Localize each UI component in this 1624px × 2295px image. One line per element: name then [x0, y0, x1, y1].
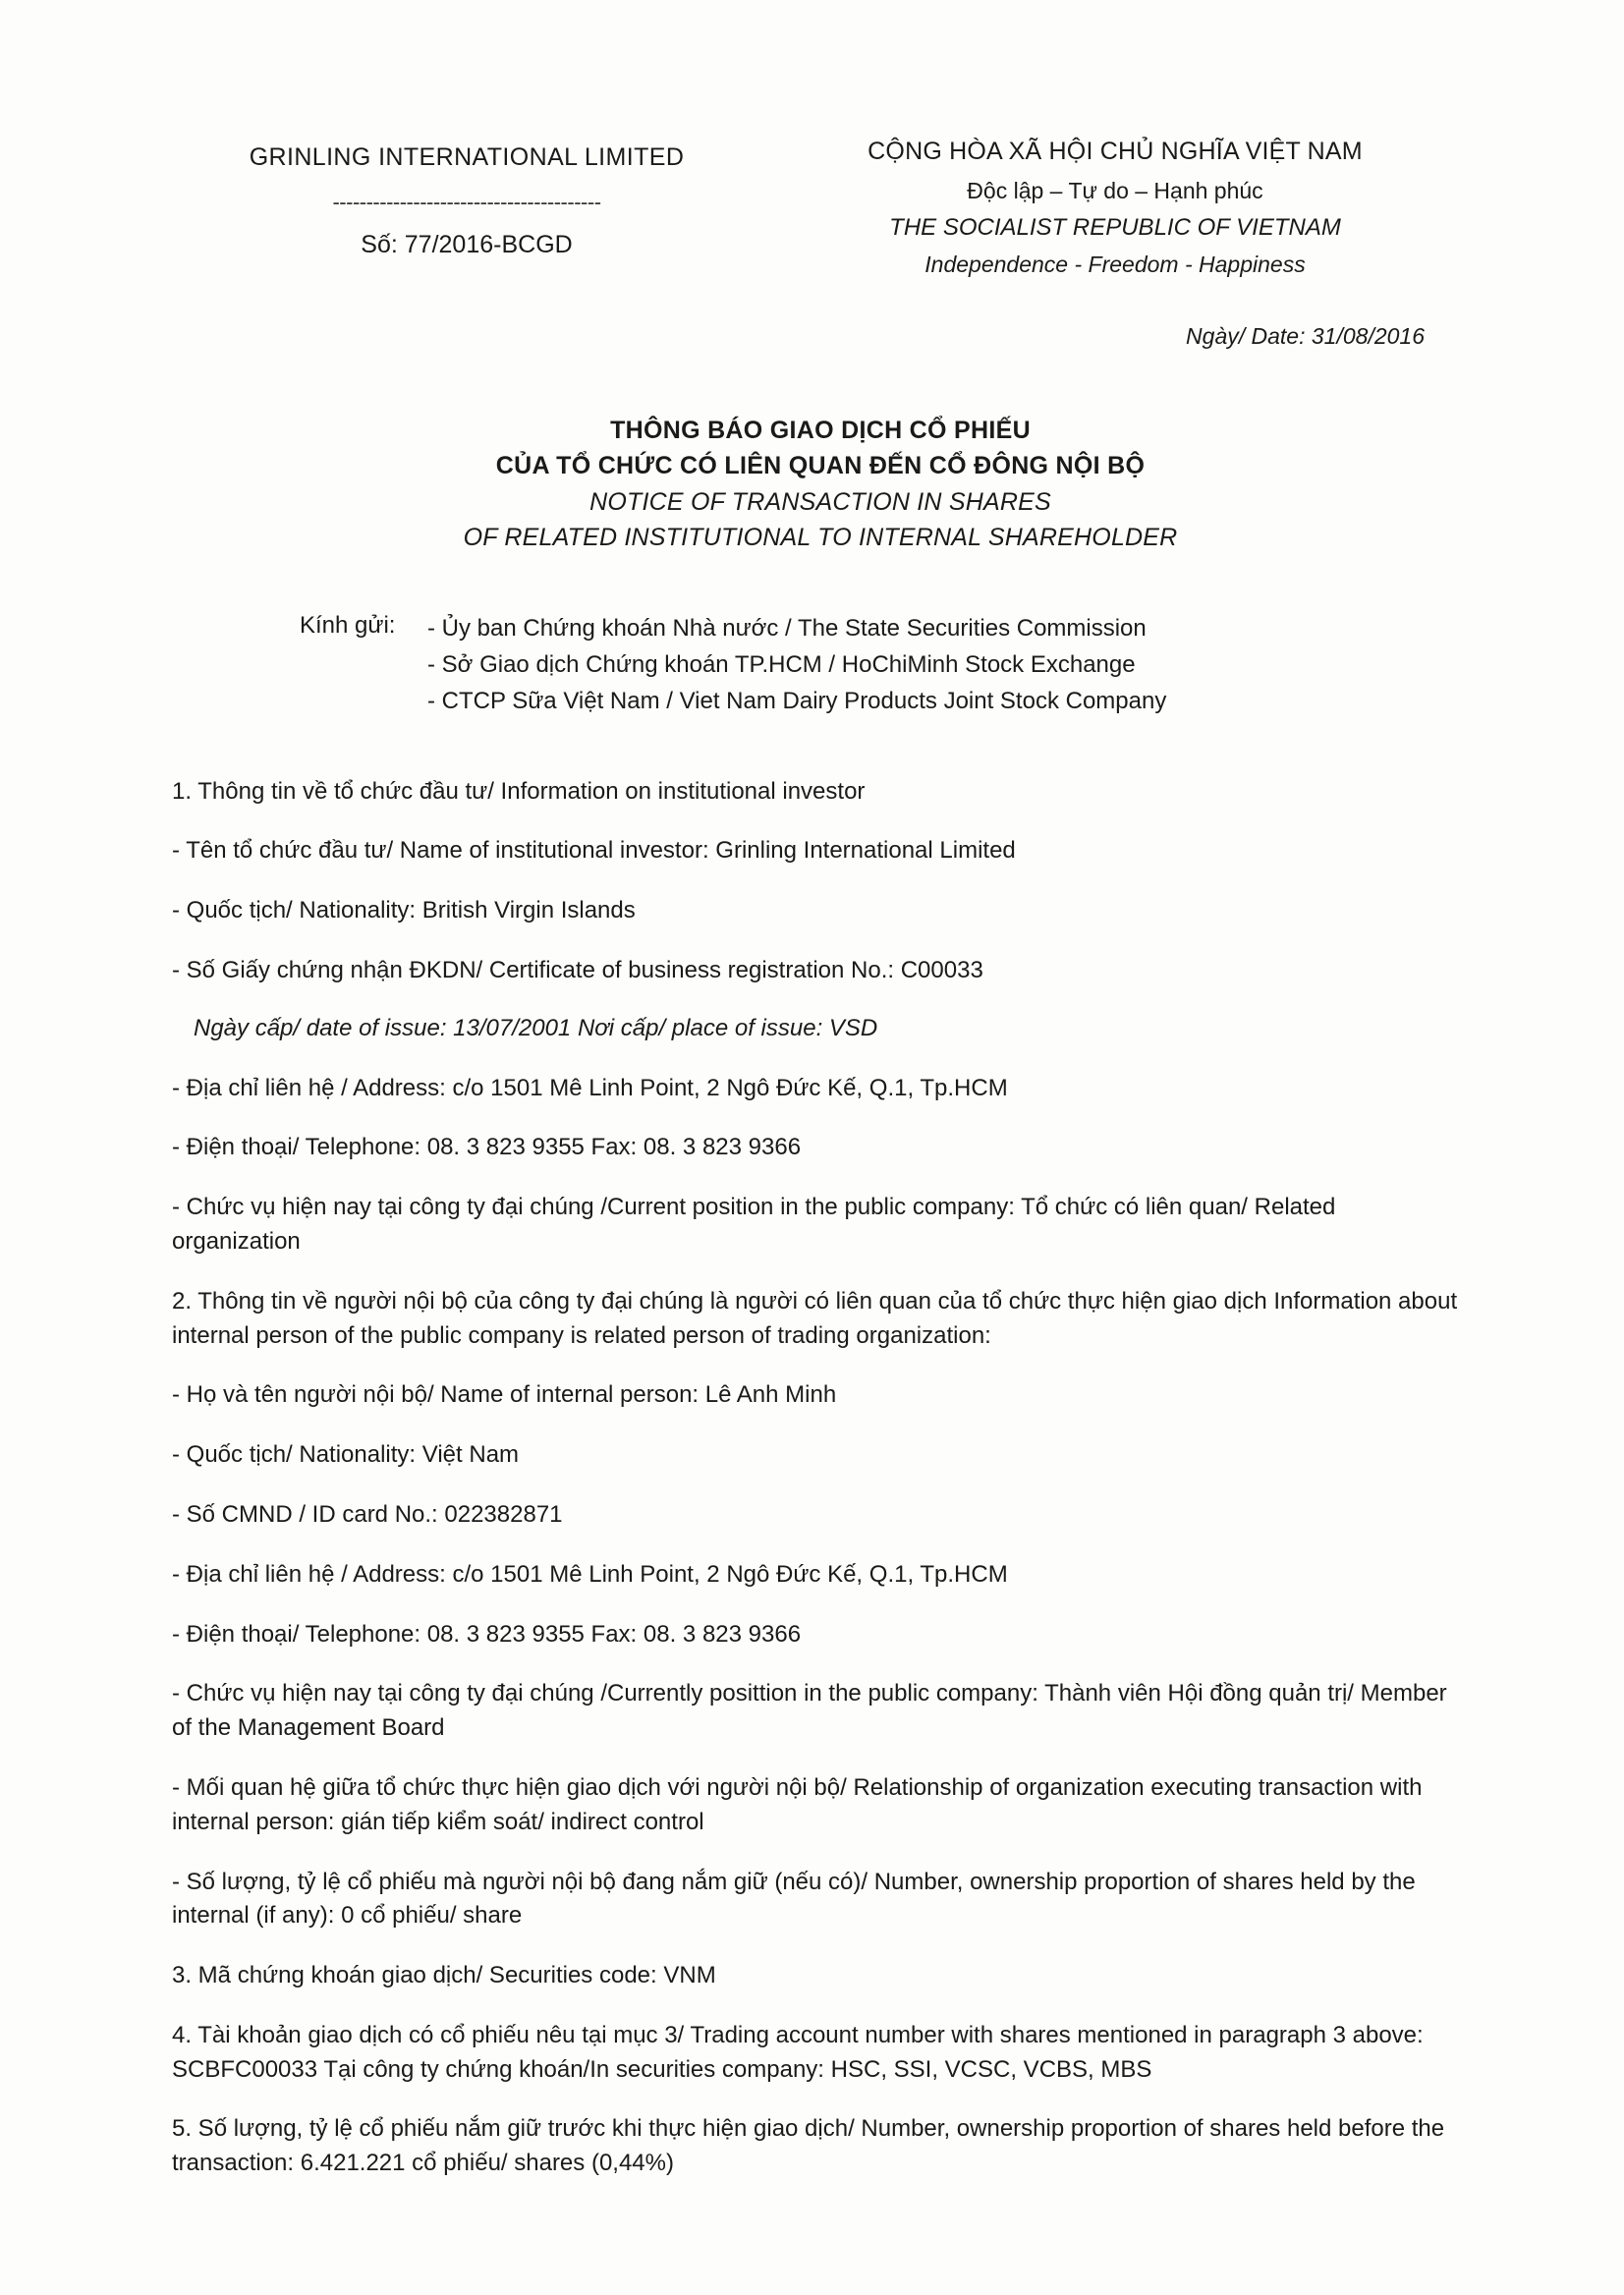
internal-person-position: - Chức vụ hiện nay tại công ty đại chúng /Currently posittion in the public company: Thành viên Hội đồng quản trị/ Member of the Management Board — [172, 1680, 1447, 1742]
national-heading-en: THE SOCIALIST REPUBLIC OF VIETNAM — [889, 214, 1341, 241]
national-heading-vi: CỘNG HÒA XÃ HỘI CHỦ NGHĨA VIỆT NAM — [868, 138, 1363, 165]
internal-person-address: - Địa chỉ liên hệ / Address: c/o 1501 Mê Linh Point, 2 Ngô Đức Kế, Q.1, Tp.HCM — [172, 1560, 1008, 1588]
title-line-3: NOTICE OF TRANSACTION IN SHARES — [589, 487, 1051, 516]
section-2-heading: 2. Thông tin về người nội bộ của công ty đại chúng là người có liên quan của tổ chức thực hiện giao dịch Information about internal person of the public company is related person of trading organization: — [172, 1287, 1458, 1349]
document-number: Số: 77/2016-BCGD — [361, 231, 573, 258]
investor-position: - Chức vụ hiện nay tại công ty đại chúng /Current position in the public company: Tổ chức có liên quan/ Related organization — [172, 1194, 1336, 1255]
recipients-block — [172, 610, 1469, 720]
title-line-1: THÔNG BÁO GIAO DỊCH CỔ PHIẾU — [610, 417, 1031, 444]
internal-person-telephone: - Điện thoại/ Telephone: 08. 3 823 9355 Fax: 08. 3 823 9366 — [172, 1620, 802, 1648]
header-left-block — [172, 138, 761, 259]
section-4-trading-account: 4. Tài khoản giao dịch có cổ phiếu nêu tại mục 3/ Trading account number with shares mentioned in paragraph 3 above: SCBFC00033 Tại công ty chứng khoán/In securities company: HSC, SSI, VCSC, VCBS, MBS — [172, 2021, 1424, 2083]
section-1-heading: 1. Thông tin về tổ chức đầu tư/ Information on institutional investor — [172, 777, 866, 805]
recipient-item: - Ủy ban Chứng khoán Nhà nước / The State Securities Commission — [427, 615, 1147, 642]
organization-name: GRINLING INTERNATIONAL LIMITED — [249, 143, 685, 171]
investor-certificate-no: - Số Giấy chứng nhận ĐKDN/ Certificate of business registration No.: C00033 — [172, 956, 983, 983]
recipient-item: - CTCP Sữa Việt Nam / Viet Nam Dairy Products Joint Stock Company — [427, 688, 1167, 715]
title-line-2: CỦA TỔ CHỨC CÓ LIÊN QUAN ĐẾN CỔ ĐÔNG NỘI BỘ — [495, 452, 1146, 480]
investor-issue-info: Ngày cấp/ date of issue: 13/07/2001 Nơi cấp/ place of issue: VSD — [194, 1014, 878, 1041]
relationship-description: - Mối quan hệ giữa tổ chức thực hiện giao dịch với người nội bộ/ Relationship of organization executing transaction with internal person: gián tiếp kiểm soát/ indirect control — [172, 1773, 1423, 1835]
document-content — [172, 138, 1469, 2207]
section-5-shares-before: 5. Số lượng, tỷ lệ cổ phiếu nắm giữ trước khi thực hiện giao dịch/ Number, ownership proportion of shares held before the transaction: 6.421.221 cổ phiếu/ shares (0,44%) — [172, 2115, 1445, 2177]
document-date: Ngày/ Date: 31/08/2016 — [1186, 323, 1425, 349]
document-header — [172, 138, 1469, 278]
investor-telephone: - Điện thoại/ Telephone: 08. 3 823 9355 Fax: 08. 3 823 9366 — [172, 1134, 802, 1161]
internal-person-id: - Số CMND / ID card No.: 022382871 — [172, 1500, 563, 1528]
internal-person-holding: - Số lượng, tỷ lệ cổ phiếu mà người nội bộ đang nắm giữ (nếu có)/ Number, ownership proportion of shares held by the internal (if any): 0 cổ phiếu/ share — [172, 1868, 1416, 1930]
document-body — [172, 775, 1469, 2182]
title-line-4: OF RELATED INSTITUTIONAL TO INTERNAL SHAREHOLDER — [463, 523, 1178, 551]
investor-address: - Địa chỉ liên hệ / Address: c/o 1501 Mê Linh Point, 2 Ngô Đức Kế, Q.1, Tp.HCM — [172, 1074, 1008, 1101]
document-title-block — [172, 413, 1469, 555]
section-3-securities-code: 3. Mã chứng khoán giao dịch/ Securities code: VNM — [172, 1962, 716, 1989]
recipients-list — [427, 610, 1166, 720]
header-divider-rule: ---------------------------------------- — [332, 190, 601, 214]
recipient-item: - Sở Giao dịch Chứng khoán TP.HCM / HoChiMinh Stock Exchange — [427, 651, 1136, 679]
investor-name: - Tên tổ chức đầu tư/ Name of institutional investor: Grinling International Limited — [172, 837, 1016, 865]
investor-nationality: - Quốc tịch/ Nationality: British Virgin Islands — [172, 897, 636, 924]
internal-person-name: - Họ và tên người nội bộ/ Name of internal person: Lê Anh Minh — [172, 1381, 837, 1409]
header-right-block — [761, 138, 1469, 278]
internal-person-nationality: - Quốc tịch/ Nationality: Việt Nam — [172, 1441, 520, 1469]
recipients-label: Kính gửi: — [300, 612, 396, 639]
national-motto-vi: Độc lập – Tự do – Hạnh phúc — [967, 178, 1263, 203]
national-motto-en: Independence - Freedom - Happiness — [924, 252, 1306, 277]
